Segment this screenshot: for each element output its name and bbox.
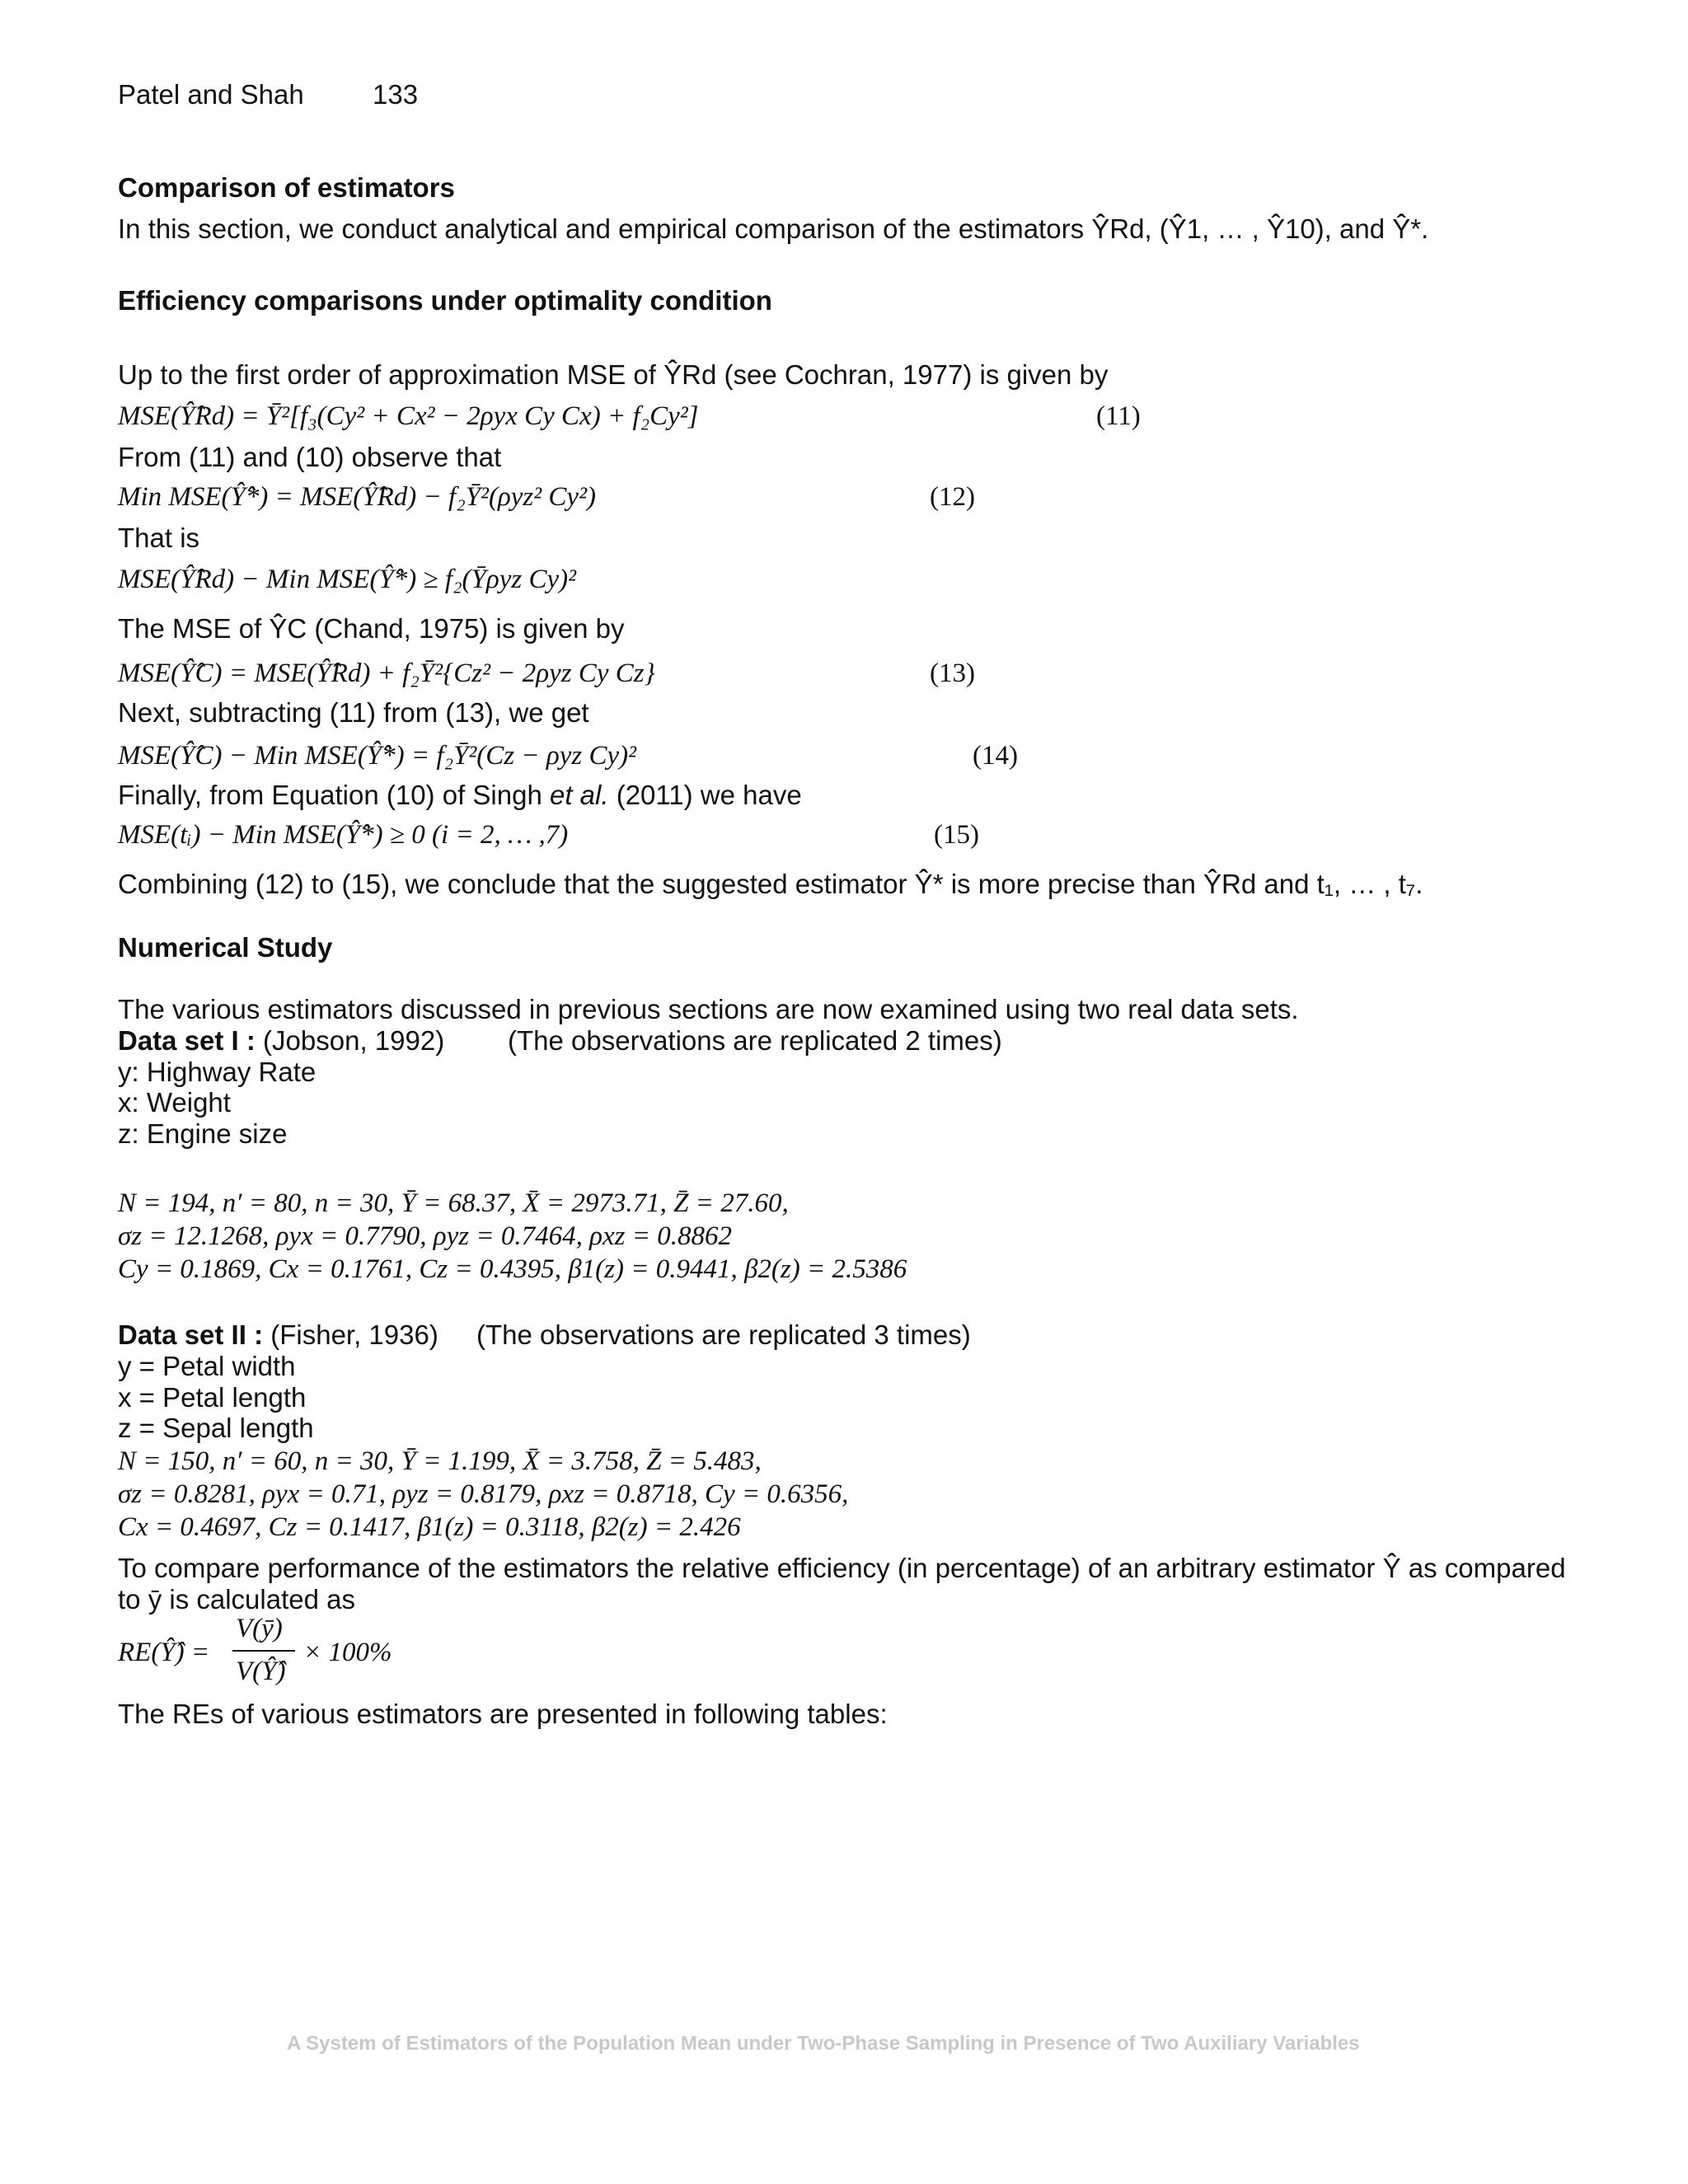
paragraph-line: From (11) and (10) observe that <box>118 442 502 472</box>
variable-y: y: Highway Rate <box>118 1057 316 1087</box>
equation-number-11: (11) <box>1096 401 1141 431</box>
paragraph-line: Finally, from Equation (10) of Singh et al. (2011) we have <box>118 780 802 810</box>
dataset-2-title: Data set II : (Fisher, 1936) <box>118 1319 438 1350</box>
section-heading-numerical: Numerical Study <box>118 932 333 963</box>
variable-x: x: Weight <box>118 1087 231 1118</box>
paragraph-line: Combining (12) to (15), we conclude that the suggested estimator Ŷ̂* is more precise than Ŷ̂Rd and t₁, … , t₇. <box>118 869 1423 899</box>
equation-number-14: (14) <box>973 741 1018 771</box>
equation-number-15: (15) <box>934 820 979 850</box>
equation-12: Min MSE(Ŷ̂*) = MSE(Ŷ̂Rd) − f₂Ȳ²(ρyz² Cy²) <box>118 482 596 512</box>
dataset-1-params: σz = 12.1268, ρyx = 0.7790, ρyz = 0.7464, ρxz = 0.8862 <box>118 1221 732 1251</box>
dataset-2-note: (The observations are replicated 3 times) <box>476 1319 971 1350</box>
paragraph-line: to ȳ is calculated as <box>118 1584 355 1615</box>
dataset-1-note: (The observations are replicated 2 times) <box>508 1025 1002 1056</box>
paragraph-line: To compare performance of the estimators the relative efficiency (in percentage) of an arbitrary estimator Ŷ̂ as compared <box>118 1553 1566 1583</box>
equation-15: MSE(tᵢ) − Min MSE(Ŷ̂*) ≥ 0 (i = 2, … ,7) <box>118 820 569 850</box>
variable-x: x = Petal length <box>118 1382 307 1413</box>
equation-11: MSE(Ŷ̂Rd) = Ȳ²[f₃(Cy² + Cx² − 2ρyx Cy Cx) + f₂Cy²] <box>118 401 699 431</box>
section-heading-efficiency: Efficiency comparisons under optimality condition <box>118 285 772 316</box>
dataset-1-title: Data set I : (Jobson, 1992) <box>118 1025 445 1056</box>
equation-13: MSE(Ŷ̂C) = MSE(Ŷ̂Rd) + f₂Ȳ²{Cz² − 2ρyz Cy Cz} <box>118 658 655 688</box>
fraction-bar <box>232 1650 295 1652</box>
re-formula-numerator: V(ȳ) <box>236 1614 283 1643</box>
dataset-2-params: Cx = 0.4697, Cz = 0.1417, β1(z) = 0.3118, β2(z) = 2.426 <box>118 1512 741 1542</box>
dataset-1-params: N = 194, n′ = 80, n = 30, Ȳ = 68.37, X̄ = 2973.71, Z̄ = 27.60, <box>118 1188 789 1218</box>
equation-number-12: (12) <box>930 482 975 512</box>
page-number: 133 <box>373 79 419 110</box>
equation-number-13: (13) <box>930 658 975 688</box>
re-formula-rhs: × 100% <box>303 1638 392 1667</box>
variable-z: z: Engine size <box>118 1118 288 1149</box>
paragraph-line: The various estimators discussed in previous sections are now examined using two real data sets. <box>118 994 1299 1024</box>
re-formula-lhs: RE(Ŷ̂) = <box>118 1638 210 1667</box>
equation-14: MSE(Ŷ̂C) − Min MSE(Ŷ̂*) = f₂Ȳ²(Cz − ρyz Cy)² <box>118 741 637 771</box>
dataset-2-params: σz = 0.8281, ρyx = 0.71, ρyz = 0.8179, ρxz = 0.8718, Cy = 0.6356, <box>118 1479 849 1509</box>
paragraph-line: That is <box>118 523 200 553</box>
variable-z: z = Sepal length <box>118 1413 314 1443</box>
paragraph-line: The MSE of Ŷ̂C (Chand, 1975) is given by <box>118 613 625 644</box>
equation-inequality: MSE(Ŷ̂Rd) − Min MSE(Ŷ̂*) ≥ f₂(Ȳρyz Cy)² <box>118 565 577 594</box>
paragraph-line: Next, subtracting (11) from (13), we get <box>118 697 589 728</box>
running-footer-title: A System of Estimators of the Population Mean under Two-Phase Sampling in Presence of Two Auxiliary Variables <box>287 2032 1360 2055</box>
intro-paragraph: In this section, we conduct analytical and empirical comparison of the estimators Ŷ̂Rd, (Ŷ̂1, … , Ŷ̂10), and Ŷ̂*. <box>118 213 1429 244</box>
variable-y: y = Petal width <box>118 1351 296 1381</box>
section-heading-comparison: Comparison of estimators <box>118 172 455 203</box>
paragraph-line: The REs of various estimators are presented in following tables: <box>118 1699 888 1729</box>
running-header-authors: Patel and Shah <box>118 79 304 110</box>
dataset-1-params: Cy = 0.1869, Cx = 0.1761, Cz = 0.4395, β1(z) = 0.9441, β2(z) = 2.5386 <box>118 1254 907 1284</box>
re-formula-denominator: V(Ŷ̂) <box>236 1657 286 1686</box>
paragraph-line: Up to the first order of approximation MSE of Ŷ̂Rd (see Cochran, 1977) is given by <box>118 359 1109 390</box>
dataset-2-params: N = 150, n′ = 60, n = 30, Ȳ = 1.199, X̄ = 3.758, Z̄ = 5.483, <box>118 1446 762 1476</box>
